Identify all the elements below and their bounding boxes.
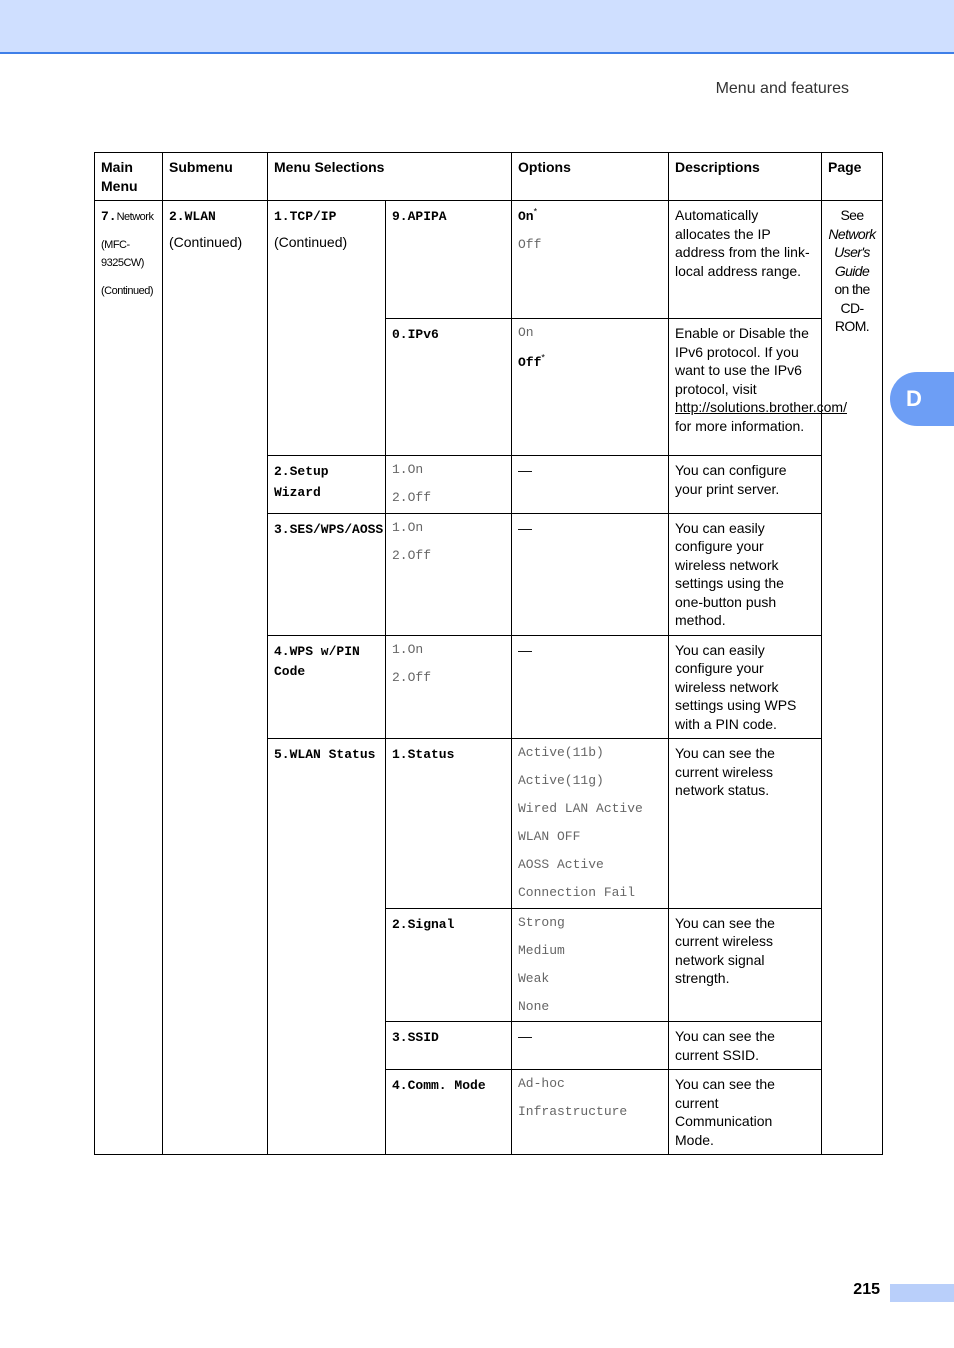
wps-pin-options: —	[512, 635, 669, 739]
ipv6-code: 0.IPv6	[392, 327, 439, 342]
ssid-cell	[386, 1022, 512, 1070]
wps-pin-cell	[268, 635, 386, 739]
page-ref-line: on the	[834, 281, 870, 297]
ipv6-desc-text: for more information.	[675, 417, 805, 434]
submenu-continued: (Continued)	[169, 233, 243, 250]
ipv6-desc-text: Enable or Disable the IPv6 protocol. If you want to use the IPv6 protocol, visit	[675, 325, 809, 397]
signal-option: None	[518, 998, 550, 1014]
comm-mode-option: Ad-hoc	[518, 1076, 565, 1091]
main-menu-name: Network	[116, 211, 154, 223]
main-menu-model: (MFC-9325CW)	[101, 238, 144, 269]
page-ref-line: User's	[834, 244, 870, 260]
comm-mode-code: 4.Comm. Mode	[392, 1078, 486, 1093]
status-option: AOSS Active	[518, 857, 604, 872]
default-mark: *	[541, 352, 545, 363]
main-menu-continued: (Continued)	[101, 284, 153, 297]
signal-options	[512, 908, 669, 1022]
ses-wps-aoss-options: —	[512, 513, 669, 635]
setup-wizard-cell	[268, 456, 386, 514]
tcpip-cell	[268, 201, 386, 456]
apipa-options	[512, 201, 669, 319]
status-option: Wired LAN Active	[518, 801, 643, 816]
signal-option: Weak	[518, 970, 550, 986]
wlan-status-cell	[268, 739, 386, 1155]
page-ref-line: Guide	[834, 262, 870, 279]
header-descriptions: Descriptions	[669, 153, 822, 201]
ses-wps-aoss-cell	[268, 513, 386, 635]
header-page: Page	[822, 153, 883, 201]
submenu-code: 2.WLAN	[169, 209, 216, 224]
ipv6-option-on: On	[518, 325, 534, 340]
status-description: You can see the current wireless network status.	[669, 739, 822, 909]
header-options: Options	[512, 153, 669, 201]
apipa-cell	[386, 201, 512, 319]
section-title: Menu and features	[715, 80, 849, 97]
signal-option: Medium	[518, 942, 565, 958]
page-ref-line: CD-ROM.	[834, 299, 870, 334]
selection-off: 2.Off	[392, 547, 432, 563]
header-menu-selections: Menu Selections	[268, 153, 512, 201]
ipv6-description	[669, 319, 847, 456]
wps-pin-selections	[386, 635, 512, 739]
selection-on: 1.On	[392, 519, 424, 535]
status-option: Active(11b)	[518, 745, 604, 760]
status-code: 1.Status	[392, 747, 455, 762]
ses-wps-aoss-selections	[386, 513, 512, 635]
comm-mode-option: Infrastructure	[518, 1104, 628, 1119]
apipa-code: 9.APIPA	[392, 209, 447, 224]
header-submenu: Submenu	[163, 153, 268, 201]
apipa-option-off: Off	[518, 237, 542, 252]
signal-code: 2.Signal	[392, 916, 455, 932]
ssid-options: —	[512, 1022, 669, 1070]
top-header-band	[0, 0, 954, 54]
ses-wps-aoss-code: 3.SES/WPS/AOSS	[274, 521, 384, 537]
ssid-description: You can see the current SSID.	[669, 1022, 822, 1070]
header-main-menu: Main Menu	[95, 153, 163, 201]
menu-table	[94, 152, 883, 1155]
status-option: Active(11g)	[518, 773, 604, 788]
ipv6-option-off: Off	[518, 355, 542, 370]
ipv6-options	[512, 319, 669, 456]
tcpip-continued: (Continued)	[274, 233, 348, 250]
status-options	[512, 739, 669, 909]
footer-band	[890, 1284, 954, 1302]
ssid-code: 3.SSID	[392, 1030, 439, 1045]
main-menu-cell	[95, 201, 163, 1155]
ipv6-cell	[386, 319, 512, 456]
setup-wizard-selections	[386, 456, 512, 514]
status-option: WLAN OFF	[518, 829, 581, 844]
selection-off: 2.Off	[392, 490, 432, 505]
status-cell	[386, 739, 512, 909]
wps-pin-description: You can easily configure your wireless network settings using WPS with a PIN code.	[669, 635, 822, 739]
solutions-link[interactable]: http://solutions.brother.com/	[675, 399, 847, 415]
signal-description: You can see the current wireless network signal strength.	[669, 908, 822, 1022]
page-ref-cell	[822, 201, 883, 1155]
tcpip-code: 1.TCP/IP	[274, 209, 337, 224]
selection-on: 1.On	[392, 462, 424, 477]
wps-pin-code: 4.WPS w/PIN Code	[274, 643, 360, 679]
setup-wizard-description: You can configure your print server.	[669, 456, 822, 514]
wlan-status-code: 5.WLAN Status	[274, 747, 376, 762]
table-row	[95, 201, 883, 319]
signal-option: Strong	[518, 914, 565, 930]
ses-wps-aoss-description: You can easily configure your wireless network settings using the one-button push method.	[669, 513, 822, 635]
submenu-cell	[163, 201, 268, 1155]
comm-mode-options	[512, 1070, 669, 1155]
table-header-row	[95, 153, 883, 201]
page-number: 215	[853, 1281, 880, 1298]
page-ref-line: See	[840, 207, 864, 223]
apipa-option-on: On	[518, 209, 534, 224]
comm-mode-description: You can see the current Communication Mode.	[669, 1070, 822, 1155]
appendix-tab: D	[890, 372, 954, 426]
main-menu-number: 7.	[101, 209, 117, 224]
selection-on: 1.On	[392, 641, 424, 657]
apipa-description: Automatically allocates the IP address from the link-local address range.	[669, 201, 822, 319]
comm-mode-cell	[386, 1070, 512, 1155]
setup-wizard-options: —	[512, 456, 669, 514]
selection-off: 2.Off	[392, 669, 432, 685]
signal-cell	[386, 908, 512, 1022]
setup-wizard-code: 2.Setup Wizard	[274, 464, 329, 500]
default-mark: *	[533, 206, 538, 217]
status-option: Connection Fail	[518, 885, 636, 900]
page-ref-line: Network	[828, 225, 876, 242]
